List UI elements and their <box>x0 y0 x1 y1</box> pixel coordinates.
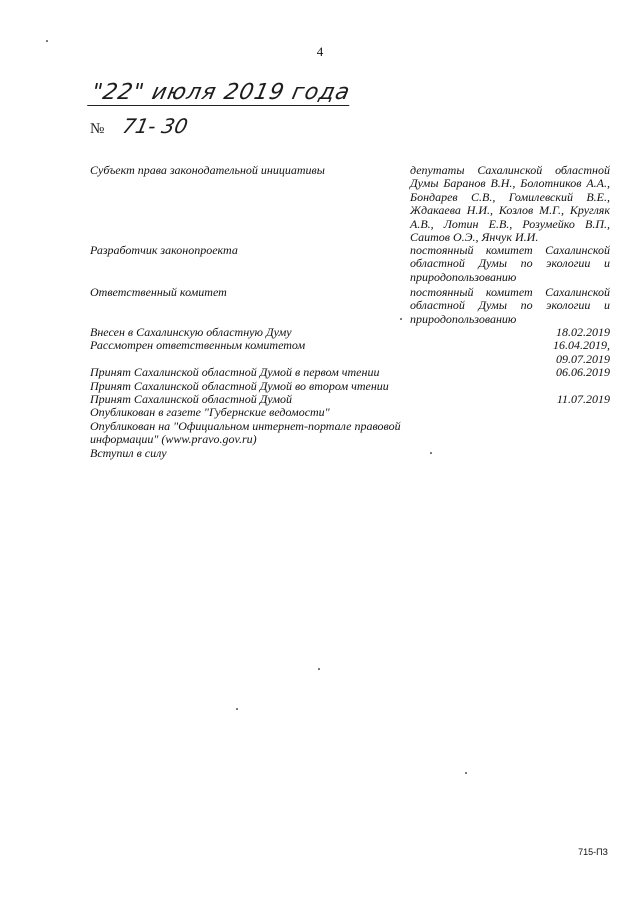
scan-speck <box>465 772 467 774</box>
event-label: Опубликован на "Официальном интернет-портале правовой информации" (www.pravo.gov.ru) <box>90 418 401 447</box>
field-initiative-subject <box>90 164 610 244</box>
event-date: 16.04.2019, <box>553 338 610 353</box>
event-date: 09.07.2019 <box>556 351 610 366</box>
number-value: 71- 30 <box>120 114 190 138</box>
event-row <box>90 420 610 447</box>
event-label <box>90 353 420 366</box>
scan-speck <box>318 668 320 670</box>
field-value: постоянный комитет Сахалинской областной Думы по экологии и природопользованию <box>410 243 610 284</box>
date-text: "22" июля 2019 года <box>87 80 355 106</box>
field-label: Субъект права законодательной инициативы <box>90 163 325 177</box>
scan-speck <box>236 708 238 710</box>
page-number: 4 <box>316 44 324 59</box>
document-number <box>90 114 190 138</box>
event-date <box>490 420 610 447</box>
event-label: Принят Сахалинской областной Думой во втором чтении <box>90 378 389 393</box>
event-label: Вступил в силу <box>90 445 167 460</box>
event-date: 06.06.2019 <box>556 365 610 380</box>
event-row <box>90 326 610 339</box>
field-label: Разработчик законопроекта <box>90 243 238 257</box>
event-row <box>90 393 610 406</box>
scan-speck <box>430 452 432 454</box>
event-date <box>490 406 610 419</box>
field-developer <box>90 244 610 284</box>
event-row <box>90 366 610 379</box>
footer-code: 715-ПЗ <box>578 847 608 857</box>
event-row <box>90 339 610 352</box>
event-label: Принят Сахалинской областной Думой в первом чтении <box>90 365 380 380</box>
event-date: 11.07.2019 <box>556 392 610 407</box>
event-label: Принят Сахалинской областной Думой <box>90 392 293 407</box>
field-value: постоянный комитет Сахалинской областной Думы по экологии и природопользованию <box>410 285 610 326</box>
event-label: Опубликован в газете "Губернские ведомости" <box>90 405 330 420</box>
event-row <box>90 380 610 393</box>
handwritten-date <box>87 80 354 105</box>
scan-speck <box>46 40 48 42</box>
event-row <box>90 447 610 460</box>
field-value: депутаты Сахалинской областной Думы Баранов В.Н., Болотников А.А., Бондарев С.В., Гомилевский В.Е., Ждакаева Н.И., Козлов М.Г., Кругляк А.В., Лотин Е.В., Розумейко В.П., Саитов О.Э., Янчук И.И. <box>410 163 610 245</box>
number-sign: № <box>90 121 105 137</box>
scan-speck <box>400 318 402 320</box>
field-label: Ответственный комитет <box>90 285 227 299</box>
legislative-history <box>90 326 610 460</box>
field-responsible-committee <box>90 286 610 326</box>
event-date <box>490 380 610 393</box>
event-label: Рассмотрен ответственным комитетом <box>90 338 306 353</box>
event-label: Внесен в Сахалинскую областную Думу <box>90 325 292 339</box>
event-row <box>90 353 610 366</box>
event-row <box>90 406 610 419</box>
event-date: 18.02.2019 <box>556 325 610 339</box>
event-date <box>490 447 610 460</box>
